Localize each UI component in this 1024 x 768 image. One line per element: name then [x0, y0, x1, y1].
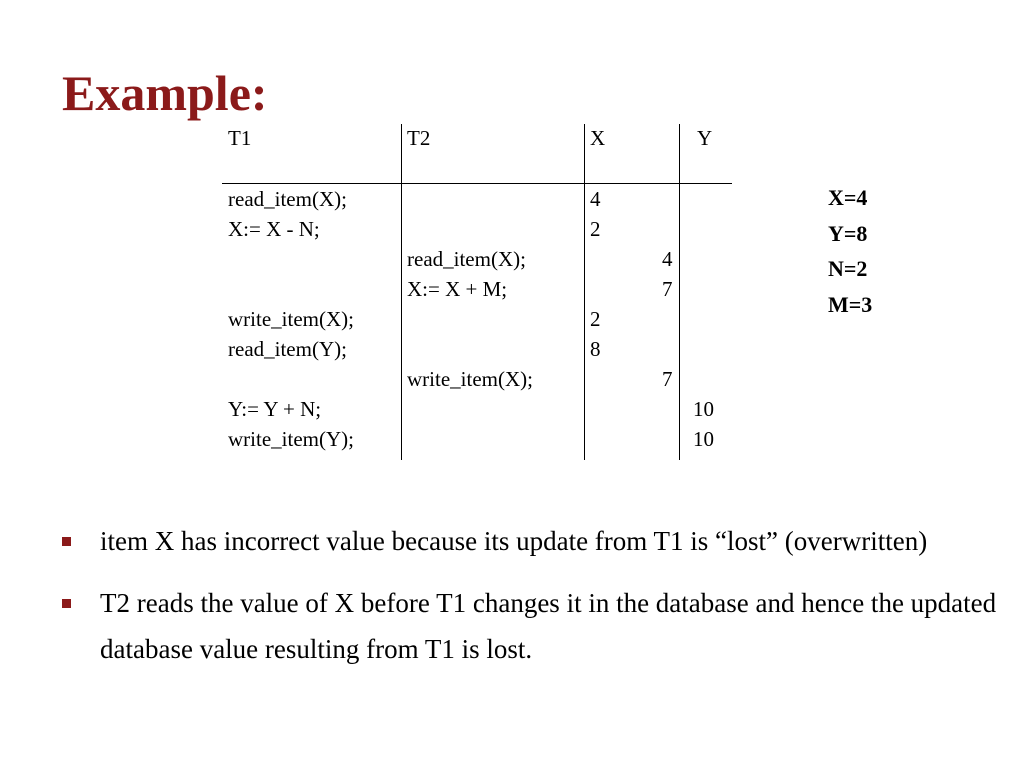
header-y: Y	[697, 126, 713, 150]
column-divider	[584, 124, 585, 460]
cell-t2: read_item(X);	[407, 247, 526, 271]
value-m: M=3	[828, 291, 873, 317]
cell-x: 7	[662, 367, 673, 391]
header-t2: T2	[407, 126, 431, 150]
cell-x: 4	[590, 187, 601, 211]
bullet-item	[62, 518, 997, 564]
value-y: Y=8	[828, 220, 868, 246]
cell-y: 10	[693, 397, 714, 421]
bullet-list	[62, 518, 997, 688]
bullet-item	[62, 580, 997, 672]
value-n: N=2	[828, 256, 868, 281]
cell-t2: X:= X + M;	[407, 277, 508, 301]
cell-x: 2	[590, 307, 601, 331]
cell-t1: X:= X - N;	[228, 217, 320, 241]
cell-x: 4	[662, 247, 673, 271]
cell-t1: write_item(Y);	[228, 427, 354, 451]
bullet-text: T2 reads the value of X before T1 changes it in the database and hence the updated database value resulting from T1 is lost.	[100, 588, 997, 664]
header-x: X	[590, 126, 606, 150]
cell-y: 10	[693, 427, 714, 451]
cell-x: 7	[662, 277, 673, 301]
cell-t1: write_item(X);	[228, 307, 354, 331]
cell-t1: Y:= Y + N;	[228, 397, 322, 421]
initial-values	[828, 180, 872, 322]
cell-t1: read_item(X);	[228, 187, 347, 211]
bullet-text: item X has incorrect value because its update from T1 is “lost” (overwritten)	[100, 526, 928, 556]
column-divider	[679, 124, 680, 460]
schedule-table	[222, 124, 732, 460]
square-bullet-icon	[62, 537, 71, 546]
header-t1: T1	[228, 126, 252, 150]
slide-title: Example:	[62, 65, 268, 121]
cell-x: 8	[590, 337, 601, 361]
column-divider	[401, 124, 402, 460]
square-bullet-icon	[62, 599, 71, 608]
value-x: X=4	[828, 185, 868, 210]
cell-t2: write_item(X);	[407, 367, 533, 391]
cell-x: 2	[590, 217, 601, 241]
cell-t1: read_item(Y);	[228, 337, 347, 361]
